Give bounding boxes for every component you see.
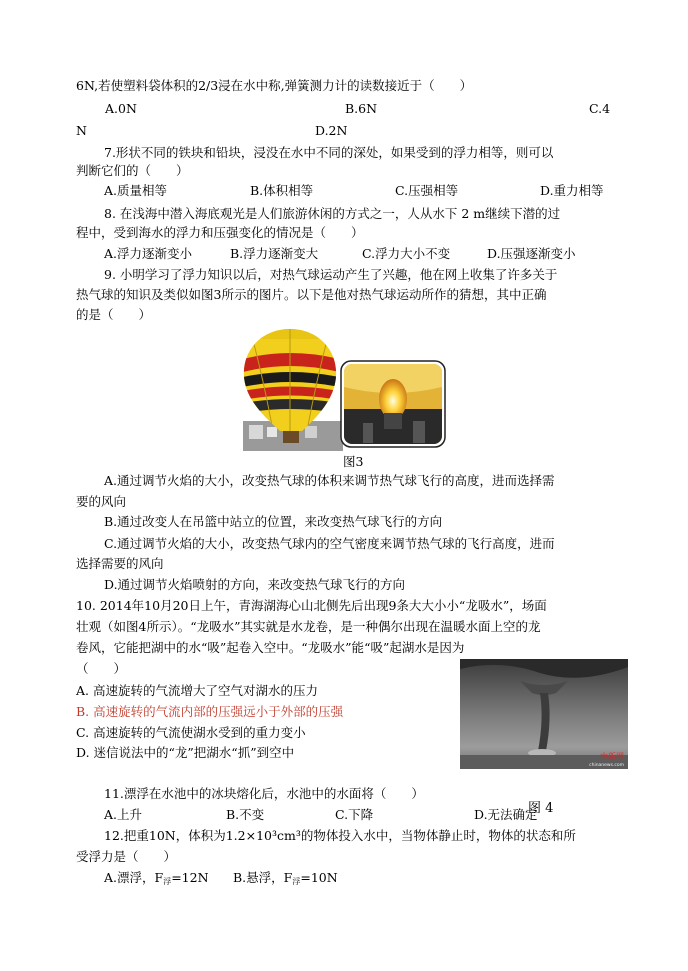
q11-option-d: D.无法确定 — [474, 807, 538, 822]
q9-option-a-line2: 要的风向 — [76, 494, 127, 509]
q7-option-b: B.体积相等 — [250, 183, 314, 198]
q12-option-b-subscript: 浮 — [292, 877, 301, 886]
q12-stem-line2: 受浮力是（ ） — [76, 849, 177, 864]
q8-stem-line2: 程中，受到海水的浮力和压强变化的情况是（ ） — [76, 225, 364, 240]
q6-option-c-unit: N — [76, 123, 87, 138]
q7-option-d: D.重力相等 — [540, 183, 604, 198]
q12-option-b-value: =10N — [300, 870, 338, 885]
q7-stem-line1: 7.形状不同的铁块和铅块，浸没在水中不同的深处，如果受到的浮力相等，则可以 — [104, 145, 554, 160]
q10-option-c: C. 高速旋转的气流使湖水受到的重力变小 — [76, 725, 306, 740]
q12-option-a-text: A.漂浮，F — [104, 870, 164, 885]
q8-option-d: D.压强逐渐变小 — [487, 246, 576, 261]
figure-3-caption: 图3 — [343, 454, 364, 469]
q12-option-a — [104, 870, 209, 890]
q8-option-b: B.浮力逐渐变大 — [230, 246, 319, 261]
q12-option-b-text: B.悬浮，F — [233, 870, 293, 885]
q6-stem: 6N,若使塑料袋体积的2/3浸在水中称,弹簧测力计的读数接近于（ ） — [76, 78, 473, 93]
waterspout-illustration — [460, 659, 628, 769]
q9-option-a-line1: A.通过调节火焰的大小，改变热气球的体积来调节热气球飞行的高度，进而选择需 — [104, 473, 555, 488]
photo-watermark: 中新网 — [600, 752, 624, 761]
q11-option-a: A.上升 — [104, 807, 143, 822]
q12-option-b — [233, 870, 338, 890]
q12-option-a-subscript: 浮 — [163, 877, 172, 886]
q7-option-a: A.质量相等 — [104, 183, 168, 198]
q9-stem-line2: 热气球的知识及类似如图3所示的图片。以下是他对热气球运动所作的猜想，其中正确 — [76, 287, 547, 302]
q8-stem-line1: 8. 在浅海中潜入海底观光是人们旅游休闲的方式之一，人从水下 2 m继续下潜的过 — [104, 206, 561, 221]
q6-option-a: A.0N — [105, 101, 137, 116]
q6-option-d: D.2N — [315, 123, 348, 138]
q9-option-b: B.通过改变人在吊篮中站立的位置，来改变热气球飞行的方向 — [104, 514, 443, 529]
q9-stem-line3: 的是（ ） — [76, 307, 152, 322]
hot-air-balloon-illustration — [243, 327, 447, 451]
q10-option-a: A. 高速旋转的气流增大了空气对湖水的压力 — [76, 683, 318, 698]
q10-stem-line2: 壮观（如图4所示）。“龙吸水”其实就是水龙卷，是一种偶尔出现在温暖水面上空的龙 — [76, 619, 541, 634]
q10-option-d: D. 迷信说法中的“龙”把湖水“抓”到空中 — [76, 745, 295, 760]
q6-option-c: C.4 — [589, 101, 611, 116]
q11-option-c: C.下降 — [335, 807, 374, 822]
q8-option-c: C.浮力大小不变 — [362, 246, 451, 261]
q8-option-a: A.浮力逐渐变小 — [104, 246, 193, 261]
q11-stem: 11.漂浮在水池中的冰块熔化后，水池中的水面将（ ） — [104, 786, 424, 801]
q10-stem-line4: （ ） — [76, 661, 127, 676]
q9-option-c-line1: C.通过调节火焰的大小，改变热气球内的空气密度来调节热气球的飞行高度，进而 — [104, 536, 555, 551]
q12-option-a-value: =12N — [171, 870, 209, 885]
q11-option-b: B.不变 — [226, 807, 265, 822]
q10-stem-line1: 10. 2014年10月20日上午，青海湖海心山北侧先后出现9条大大小小“龙吸水”，场面 — [76, 598, 547, 613]
q7-stem-line2: 判断它们的（ ） — [76, 163, 189, 178]
figure-4-caption: 图 4 — [528, 801, 554, 816]
photo-watermark-url: chinanews.com — [589, 763, 624, 768]
q9-stem-line1: 9. 小明学习了浮力知识以后，对热气球运动产生了兴趣，他在网上收集了许多关于 — [104, 267, 558, 282]
q9-option-d: D.通过调节火焰喷射的方向，来改变热气球飞行的方向 — [104, 577, 406, 592]
q7-option-c: C.压强相等 — [395, 183, 459, 198]
q10-stem-line3: 卷风，它能把湖中的水“吸”起卷入空中。“龙吸水”能“吸”起湖水是因为 — [76, 640, 465, 655]
figure-3-hot-air-balloon — [243, 327, 447, 451]
figure-4-waterspout-photo — [460, 659, 628, 769]
q6-option-b: B.6N — [345, 101, 378, 116]
q9-option-c-line2: 选择需要的风向 — [76, 556, 164, 571]
q10-option-b-highlighted: B. 高速旋转的气流内部的压强远小于外部的压强 — [76, 704, 344, 719]
q12-stem-line1: 12.把重10N，体积为1.2×10³cm³的物体投入水中，当物体静止时，物体的状态和所 — [104, 828, 576, 843]
